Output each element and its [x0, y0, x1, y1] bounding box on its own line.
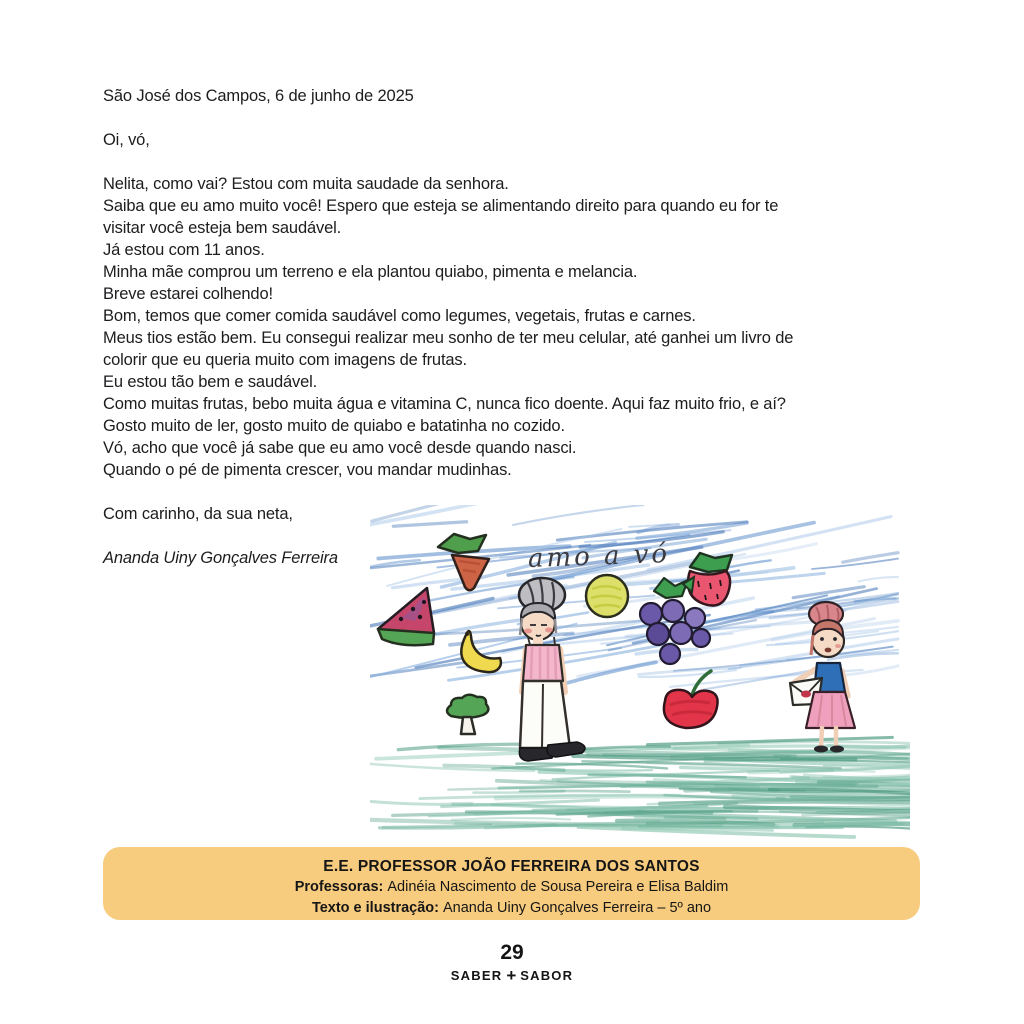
letter-line: Bom, temos que comer comida saudável como legumes, vegetais, frutas e carnes.: [103, 307, 696, 325]
letter-line: Gosto muito de ler, gosto muito de quiabo e batatinha no cozido.: [103, 417, 565, 435]
letter-body: [103, 85, 933, 547]
letter-line: Nelita, como vai? Estou com muita saudade da senhora.: [103, 175, 509, 193]
apple-illustration: [664, 671, 718, 728]
teachers-label: Professoras:: [294, 879, 384, 895]
letter-line: Saiba que eu amo muito você! Espero que esteja se alimentando direito para quando eu for te: [103, 197, 779, 215]
brand-saber: SABER: [450, 968, 503, 983]
letter-line: Meus tios estão bem. Eu consegui realizar meu sonho de ter meu celular, até ganhei um livro de: [103, 329, 794, 347]
child-drawing: [370, 505, 910, 845]
credit-label: Texto e ilustração:: [311, 900, 439, 916]
school-banner: [103, 847, 920, 920]
teachers-value: Adinéia Nascimento de Sousa Pereira e Elisa Baldim: [387, 879, 729, 895]
letter-line: Com carinho, da sua neta,: [103, 505, 293, 523]
letter-line: Quando o pé de pimenta crescer, vou mandar mudinhas.: [103, 461, 512, 479]
page-footer: [0, 940, 1024, 986]
credit-line: [103, 898, 920, 919]
grandmother-illustration: [519, 578, 585, 761]
broccoli-illustration: [447, 695, 488, 734]
credit-value: Ananda Uiny Gonçalves Ferreira – 5º ano: [442, 900, 712, 916]
page-number: 29: [500, 941, 524, 964]
letter-line: [103, 107, 933, 129]
footer-brand: [0, 966, 1024, 986]
melon-illustration: [586, 575, 628, 617]
letter-line: Minha mãe comprou um terreno e ela plantou quiabo, pimenta e melancia.: [103, 263, 638, 281]
grass-scribbles: [370, 737, 910, 837]
sky-scribbles: [370, 505, 898, 689]
letter-line: Oi, vó,: [103, 131, 150, 149]
letter-signature: Ananda Uiny Gonçalves Ferreira: [103, 549, 338, 567]
letter-line: Já estou com 11 anos.: [103, 241, 265, 259]
letter-line: Como muitas frutas, bebo muita água e vitamina C, nunca fico doente. Aqui faz muito frio, e aí?: [103, 395, 786, 413]
watermelon-illustration: [378, 588, 434, 645]
letter-line: Breve estarei colhendo!: [103, 285, 273, 303]
letter-line: [103, 151, 933, 173]
plus-sign: +: [506, 966, 517, 985]
letter-line: Vó, acho que você já sabe que eu amo você desde quando nasci.: [103, 439, 577, 457]
school-name: E.E. PROFESSOR JOÃO FERREIRA DOS SANTOS: [323, 858, 700, 875]
teachers-line: [103, 877, 920, 898]
brand-sabor: SABOR: [520, 968, 574, 983]
letter-line: [103, 481, 933, 503]
drawing-caption: amo a vó: [527, 539, 671, 574]
letter-line: São José dos Campos, 6 de junho de 2025: [103, 87, 414, 105]
letter-line: visitar você esteja bem saudável.: [103, 219, 342, 237]
letter: [103, 85, 933, 569]
letter-line: colorir que eu queria muito com imagens de frutas.: [103, 351, 467, 369]
letter-line: Eu estou tão bem e saudável.: [103, 373, 318, 391]
